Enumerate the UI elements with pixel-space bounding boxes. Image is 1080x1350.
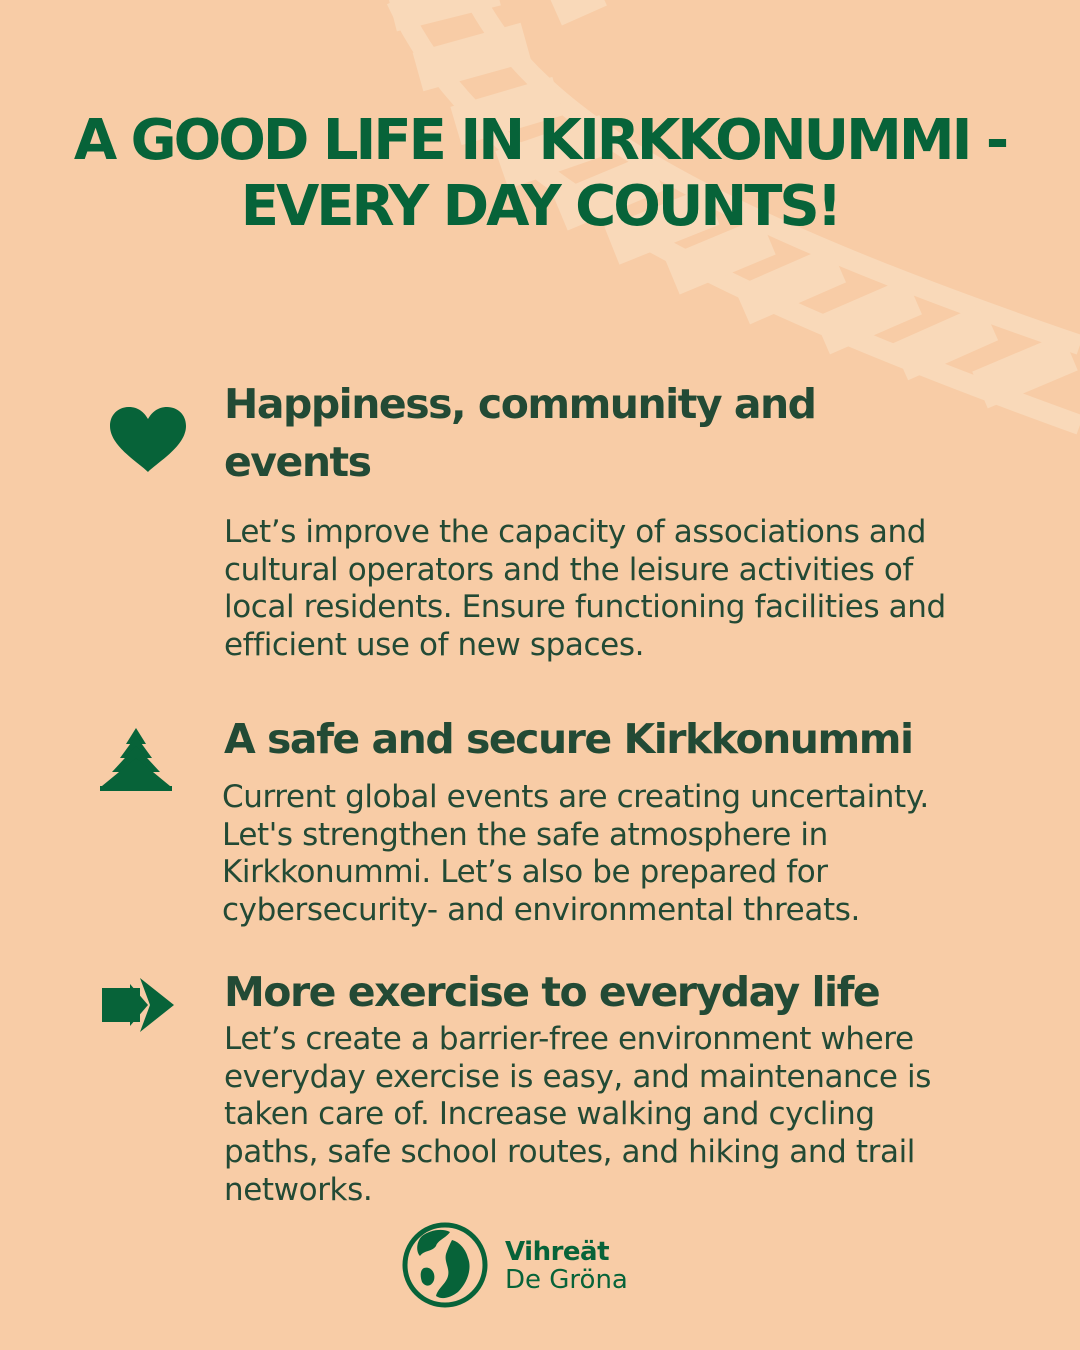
section-2-body-line: Kirkkonummi. Let’s also be prepared for bbox=[222, 854, 828, 891]
section-3-heading-line-1: More exercise to everyday life bbox=[224, 968, 880, 1016]
section-1-body-line: Let’s improve the capacity of associations and bbox=[224, 514, 927, 550]
section-1-body-line: local residents. Ensure functioning facilities and bbox=[224, 589, 946, 626]
section-2-heading bbox=[224, 710, 913, 768]
section-3-heading bbox=[224, 963, 879, 1021]
section-3-body-line: paths, safe school routes, and hiking and trail bbox=[224, 1134, 916, 1171]
section-1-body-line: cultural operators and the leisure activities of bbox=[224, 551, 913, 588]
page-title bbox=[40, 108, 1040, 240]
tree-icon bbox=[98, 728, 174, 792]
section-1-body bbox=[224, 514, 1004, 665]
section-1-body-line: efficient use of new spaces. bbox=[224, 627, 645, 664]
title-line-2: EVERY DAY COUNTS! bbox=[240, 174, 840, 239]
section-1-heading bbox=[224, 375, 816, 491]
section-3-body-line: taken care of. Increase walking and cycling bbox=[224, 1096, 875, 1133]
title-line-1: A GOOD LIFE IN KIRKKONUMMI - bbox=[73, 108, 1007, 173]
section-2-body bbox=[222, 779, 1002, 930]
section-2-body-line: Current global events are creating uncertainty. bbox=[222, 779, 929, 815]
section-3-body bbox=[224, 1021, 1004, 1210]
heart-icon bbox=[108, 406, 188, 474]
globe-logo-icon bbox=[402, 1222, 488, 1308]
section-1-heading-line-2: events bbox=[224, 438, 371, 486]
logo-line-2: De Gröna bbox=[505, 1265, 628, 1295]
logo-wordmark bbox=[505, 1238, 628, 1294]
section-2-heading-line-1: A safe and secure Kirkkonummi bbox=[224, 715, 913, 763]
section-1-heading-line-1: Happiness, community and bbox=[224, 380, 816, 428]
section-3-body-line: Let’s create a barrier-free environment where bbox=[224, 1021, 914, 1057]
section-2-body-line: cybersecurity- and environmental threats. bbox=[222, 892, 860, 929]
section-2-body-line: Let's strengthen the safe atmosphere in bbox=[222, 816, 828, 853]
fast-forward-arrow-icon bbox=[100, 978, 176, 1032]
section-3-body-line: networks. bbox=[224, 1171, 373, 1208]
section-3-body-line: everyday exercise is easy, and maintenance is bbox=[224, 1058, 932, 1095]
logo-line-1: Vihreät bbox=[505, 1237, 610, 1267]
